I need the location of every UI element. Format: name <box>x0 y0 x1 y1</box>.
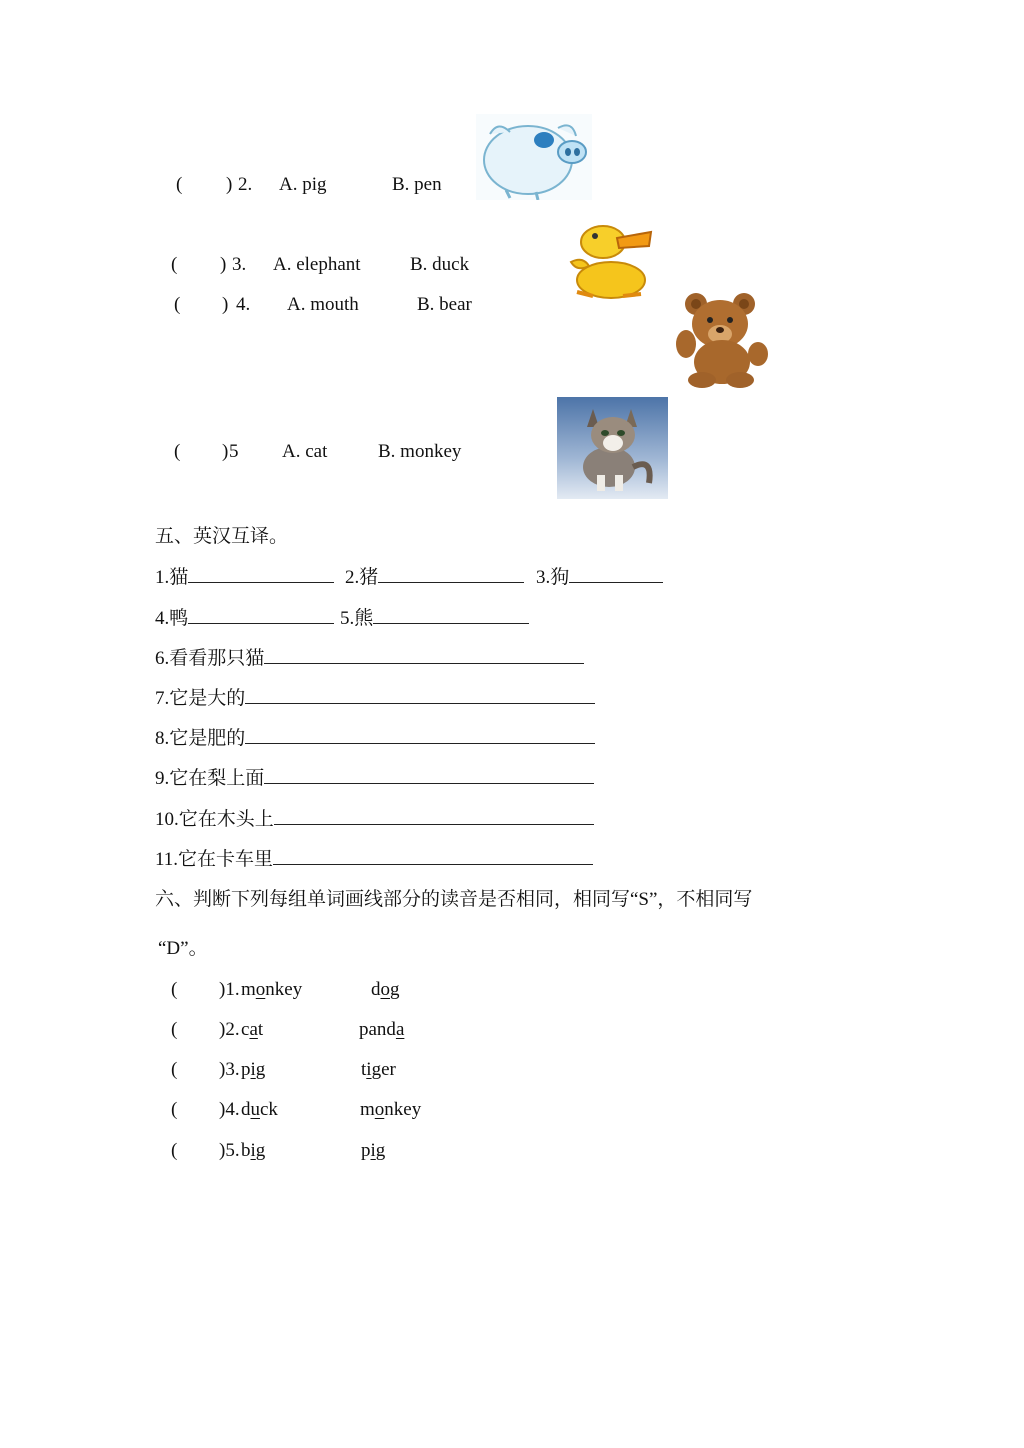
underlined-letters: a <box>249 1019 258 1040</box>
word-2: monkey <box>360 1099 422 1120</box>
word-1: big <box>241 1140 266 1161</box>
answer-blank[interactable] <box>264 765 594 784</box>
answer-paren-open: ( <box>174 441 181 462</box>
option-a: A. mouth <box>287 294 359 315</box>
translation-prompt: 11.它在卡车里 <box>155 849 274 870</box>
answer-paren-open: ( <box>171 1140 178 1161</box>
translation-prompt: 2.猪 <box>345 567 379 588</box>
option-a: A. pig <box>279 174 327 195</box>
option-b: B. pen <box>392 174 442 195</box>
translation-prompt: 6.看看那只猫 <box>155 648 265 669</box>
option-a: A. cat <box>282 441 328 462</box>
word-2: dog <box>371 979 400 1000</box>
translation-item <box>155 562 334 589</box>
translation-prompt: 4.鸭 <box>155 608 189 629</box>
question-number: )1. <box>219 979 240 1000</box>
answer-paren-open: ( <box>171 1019 178 1040</box>
word-2: tiger <box>361 1059 396 1080</box>
translation-prompt: 8.它是肥的 <box>155 728 246 749</box>
translation-item <box>536 562 663 589</box>
section5-title: 五、英汉互译。 <box>155 526 289 547</box>
underlined-letters: o <box>380 979 390 1000</box>
answer-blank[interactable] <box>188 564 334 583</box>
duck-picture <box>567 222 653 302</box>
translation-item <box>155 683 595 710</box>
translation-prompt: 3.狗 <box>536 567 570 588</box>
cat-picture <box>557 397 668 499</box>
underlined-letters: o <box>255 979 266 1000</box>
translation-item <box>155 763 594 790</box>
pig-picture <box>476 114 592 200</box>
teddy-bear-picture <box>674 290 770 388</box>
question-number: 5 <box>229 441 239 462</box>
answer-paren-close: ) <box>226 174 233 195</box>
answer-blank[interactable] <box>378 564 524 583</box>
translation-prompt: 9.它在梨上面 <box>155 768 265 789</box>
option-a: A. elephant <box>273 254 361 275</box>
word-1: pig <box>241 1059 266 1080</box>
answer-blank[interactable] <box>188 605 334 624</box>
word-1: monkey <box>241 979 303 1000</box>
translation-prompt: 7.它是大的 <box>155 688 246 709</box>
answer-blank[interactable] <box>373 605 529 624</box>
translation-item <box>155 603 334 630</box>
underlined-letters: i <box>250 1140 256 1161</box>
answer-paren-open: ( <box>174 294 181 315</box>
option-b: B. bear <box>417 294 472 315</box>
answer-paren-open: ( <box>171 979 178 1000</box>
question-number: )4. <box>219 1099 240 1120</box>
section6-title-cont: “D”。 <box>158 938 208 959</box>
underlined-letters: i <box>370 1140 376 1161</box>
translation-item <box>345 562 524 589</box>
question-number: 3. <box>232 254 247 275</box>
answer-paren-open: ( <box>171 1059 178 1080</box>
answer-paren-open: ( <box>171 1099 178 1120</box>
section6-title: 六、判断下列每组单词画线部分的读音是否相同，相同写“S”，不相同写 <box>155 889 753 910</box>
option-b: B. monkey <box>378 441 462 462</box>
answer-paren-close: ) <box>220 254 227 275</box>
answer-paren-open: ( <box>171 254 178 275</box>
answer-blank[interactable] <box>569 564 663 583</box>
underlined-letters: i <box>366 1059 372 1080</box>
word-2: pig <box>361 1140 386 1161</box>
answer-blank[interactable] <box>245 685 595 704</box>
answer-blank[interactable] <box>273 846 593 865</box>
word-1: duck <box>241 1099 278 1120</box>
translation-item <box>155 804 594 831</box>
underlined-letters: i <box>250 1059 256 1080</box>
question-number: )3. <box>219 1059 240 1080</box>
question-number: )5. <box>219 1140 240 1161</box>
question-number: )2. <box>219 1019 240 1040</box>
translation-item <box>155 844 593 871</box>
answer-paren-close: ) <box>222 441 229 462</box>
answer-blank[interactable] <box>264 645 584 664</box>
answer-paren-close: ) <box>222 294 229 315</box>
answer-paren-open: ( <box>176 174 183 195</box>
translation-item <box>155 643 584 670</box>
underlined-letters: u <box>250 1099 260 1120</box>
translation-prompt: 10.它在木头上 <box>155 809 274 830</box>
translation-prompt: 5.熊 <box>340 608 374 629</box>
underlined-letters: a <box>395 1019 405 1040</box>
translation-item <box>340 603 529 630</box>
answer-blank[interactable] <box>245 725 595 744</box>
word-2: panda <box>359 1019 405 1040</box>
answer-blank[interactable] <box>274 806 594 825</box>
question-number: 2. <box>238 174 253 195</box>
option-b: B. duck <box>410 254 470 275</box>
translation-prompt: 1.猫 <box>155 567 189 588</box>
underlined-letters: o <box>374 1099 385 1120</box>
translation-item <box>155 723 595 750</box>
question-number: 4. <box>236 294 251 315</box>
word-1: cat <box>241 1019 264 1040</box>
